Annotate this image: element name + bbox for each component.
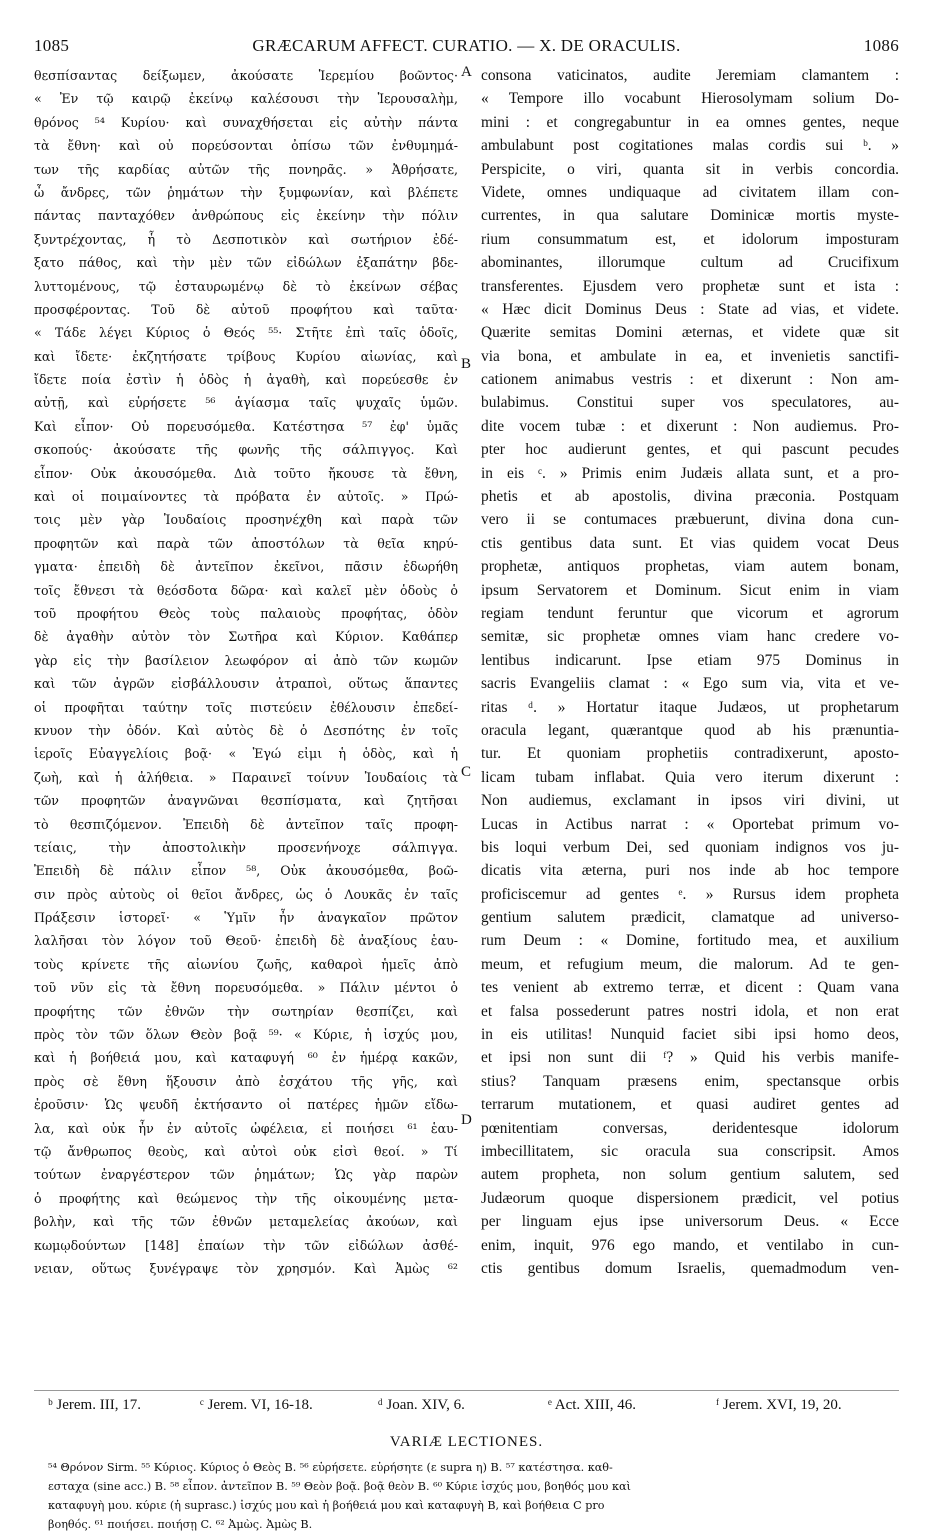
greek-text-line: πάντας πανταχόθεν ἀνθρώπους εἰς ἐκείνην τὴν πόλιν xyxy=(34,208,458,224)
variant-reading-line: ⁵⁴ Θρόνον Sirm. ⁵⁵ Κύριος. Κύριος ὁ Θεὸς B. ⁵⁶ εὑρήσετε. εὑρήσητε (ε supra η) B. ⁵⁷ κατέστησα. καθ- xyxy=(48,1461,613,1474)
greek-text-line: νειαν, οὕτως ξυνέγραψε τὸν χρησμόν. Καὶ Ἀμὼς ⁶² xyxy=(34,1260,458,1276)
greek-text-line: κνυον τὴν ὁδόν. Καὶ αὐτὸς δὲ ὁ Δεσπότης ἐν τοῖς xyxy=(34,722,458,738)
greek-text-line: τὸ θεσπιζόμενον. Ἐπειδὴ δὲ ἀντεῖπον ταῖς προφη- xyxy=(34,816,458,832)
greek-text-line: τῷ ἄνθρωπος θεοὺς, καὶ αὐτοὶ οὐκ εἰσὶ θεοί. » Τί xyxy=(34,1143,458,1159)
greek-text-line: γματα· ἐπειδὴ δὲ ἀντεῖπον ἐκεῖνοι, πᾶσιν ἐδωρήθη xyxy=(34,559,458,575)
margin-marker-b: B xyxy=(461,356,472,372)
latin-text-line: mini : et congregabuntur in ea omnes gentes, neque xyxy=(481,113,899,131)
variant-reading-line: εσταχα (sine acc.) B. ⁵⁸ εἶπον. ἀντεῖπον B. ⁵⁹ Θεὸν βοᾷ. βοᾷ θεὸν B. ⁶⁰ Κύριε ἰσχύς μου, βοηθός μου καὶ xyxy=(48,1480,631,1493)
latin-text-line: et falsa possederunt patres nostri idola, et non erat xyxy=(481,1002,899,1020)
latin-text-line: ctis gentibus data sunt. Et vias quidem vocat Deus xyxy=(481,534,899,552)
greek-text-column xyxy=(34,64,458,1280)
greek-text-line: πρὸς σὲ ἔθνη ἥξουσιν ἀπὸ ἐσχάτου τῆς γῆς, καὶ xyxy=(34,1073,458,1089)
greek-text-line: λυττομένους, τῷ ἐσταυρωμένῳ δὲ τὸ ἐκείνων σέβας xyxy=(34,278,458,294)
latin-text-line: pter hoc audierunt gentes, et qui pascunt pecudes xyxy=(481,441,899,459)
latin-text-line: ambulabunt post cogitationes malas cordis sui ᵇ. » xyxy=(481,137,899,155)
footnote-e: ᵉ Act. XIII, 46. xyxy=(548,1397,636,1413)
greek-text-line: τούτων ἐναργέστερον τῶν ῥημάτων; Ὡς γὰρ παρὼν xyxy=(34,1167,458,1183)
page-number-left: 1085 xyxy=(34,36,70,55)
footnote-b: ᵇ Jerem. III, 17. xyxy=(48,1397,141,1413)
greek-text-line: τοὺς κρίνετε τῆς αἰωνίου ζωῆς, καθαροὶ ἡμεῖς ἀπὸ xyxy=(34,956,458,972)
latin-text-line: sacris Evangeliis clamat : « Ego sum via, vita et ve- xyxy=(481,675,899,693)
latin-text-line: transferentes. Ejusdem vero prophetæ sunt et ista : xyxy=(481,277,899,295)
greek-text-line: δὲ ἀγαθὴν αὐτὸν τὸν Σωτῆρα καὶ Κύριον. Καθάπερ xyxy=(34,629,458,645)
greek-text-line: καὶ ἡ βοήθειά μου, καὶ καταφυγή ⁶⁰ ἐν ἡμέρᾳ κακῶν, xyxy=(34,1050,458,1066)
greek-text-line: Καὶ εἶπον· Οὐ πορευσόμεθα. Κατέστησα ⁵⁷ ἐφ' ὑμᾶς xyxy=(34,418,458,434)
greek-text-line: προφητῶν καὶ παρὰ τῶν ἀποστόλων τὰ θεῖα κηρύ- xyxy=(34,535,458,551)
footnotes xyxy=(48,1397,898,1421)
latin-text-column xyxy=(481,64,899,1280)
greek-text-line: τείαις, τὴν ἀποστολικὴν προσενήνοχε σάλπιγγα. xyxy=(34,839,458,855)
latin-text-line: cationem animabus vestris : et dixerunt : Non am- xyxy=(481,371,899,389)
footnote-divider xyxy=(34,1390,899,1391)
greek-text-line: ὦ ἄνδρες, τῶν ῥημάτων τὴν ξυμφωνίαν, καὶ βλέπετε xyxy=(34,184,458,200)
greek-text-line: ὁ προφήτης καὶ θεώμενος τὴν τῆς οἰκουμένης μετα- xyxy=(34,1190,458,1206)
greek-text-line: εἶπον· Οὐκ ἀκουσόμεθα. Διὰ τοῦτο ἤκουσε τὰ ἔθνη, xyxy=(34,465,458,481)
margin-marker-c: C xyxy=(461,764,472,780)
greek-text-line: βολὴν, καὶ τῆς τῶν ἐθνῶν μεταμελείας ἀκούων, καὶ xyxy=(34,1214,458,1230)
latin-text-line: vero ii se contumaces præbuerunt, divina dona cun- xyxy=(481,511,899,529)
page-header xyxy=(34,36,899,60)
greek-text-line: ἴδετε ποία ἐστὶν ἡ ὁδὸς ἡ ἀγαθὴ, καὶ πορεύεσθε ἐν xyxy=(34,372,458,388)
margin-marker-d: D xyxy=(461,1112,472,1128)
greek-text-line: τοις μὲν γὰρ Ἰουδαίοις προσηνέχθη καὶ παρὰ τῶν xyxy=(34,512,458,528)
greek-text-line: αὐτῇ, καὶ εὑρήσετε ⁵⁶ ἁγίασμα ταῖς ψυχαῖς ὑμῶν. xyxy=(34,395,458,411)
greek-text-line: τῶν προφητῶν ἀναγνῶναι θεσπίσματα, καὶ ζητῆσαι xyxy=(34,793,458,809)
greek-text-line: οἱ προφῆται ταύτην τοῖς πιστεύειν ἐθέλουσιν ἐπεδεί- xyxy=(34,699,458,715)
latin-text-line: via bona, et ambulate in ea, et invenietis sanctifi- xyxy=(481,347,899,365)
latin-text-line: rium consummatum est, et idolorum imposturam xyxy=(481,230,899,248)
greek-text-line: τοῖς ἔθνεσι τὰ θεόσδοτα δῶρα· καὶ καλεῖ μὲν ὁδοὺς ὁ xyxy=(34,582,458,598)
greek-text-line: τοῦ νῦν εἰς τὰ ἔθνη πορευσόμεθα. » Πάλιν μέντοι ὁ xyxy=(34,980,458,996)
latin-text-line: tes venient ab extremo terræ, et dicent : Quam vana xyxy=(481,979,899,997)
latin-text-line: Perspicite, o viri, quanta sit in verbis concordia. xyxy=(481,160,899,178)
latin-text-line: bulabimus. Constitui super vos speculatores, au- xyxy=(481,394,899,412)
greek-text-line: ἱεροῖς Εὐαγγελίοις βοᾷ· « Ἐγώ εἰμι ἡ ὁδὸς, καὶ ἡ xyxy=(34,746,458,762)
variant-readings xyxy=(48,1458,900,1534)
variant-reading-line: καταφυγὴ μου. κύριε (ἡ suprasc.) ἰσχύς μου καὶ ἡ βοήθειά μου καὶ καταφυγὴ B, καὶ βοήθεια C pro xyxy=(48,1499,605,1512)
latin-text-line: tur. Et quoniam prophetiis contradixerunt, aposto- xyxy=(481,745,899,763)
latin-text-line: « Hæc dicit Dominus Deus : State ad vias, et videte. xyxy=(481,300,899,318)
latin-text-line: licam tubam inflabat. Quia vero iterum dixerunt : xyxy=(481,768,899,786)
greek-text-line: ζωὴ, καὶ ἡ ἀλήθεια. » Παραινεῖ τοίνυν Ἰουδαίοις τὰ xyxy=(34,769,458,785)
latin-text-line: prophetæ, antiquos prophetas, viam autem bonam, xyxy=(481,558,899,576)
latin-text-line: per linguam ejus ipse universorum Deus. « Ecce xyxy=(481,1213,899,1231)
greek-text-line: Ἐπειδὴ δὲ πάλιν εἶπον ⁵⁸, Οὐκ ἀκουσόμεθα, βοῶ- xyxy=(34,863,458,879)
footnote-d: ᵈ Joan. XIV, 6. xyxy=(378,1397,465,1413)
greek-text-line: « Ἐν τῷ καιρῷ ἐκείνῳ καλέσουσι τὴν Ἱερουσαλὴμ, xyxy=(34,91,458,107)
variant-readings-title: VARIÆ LECTIONES. xyxy=(389,1434,544,1450)
latin-text-line: dicatis vita æterna, puri nos inde ab hoc tempore xyxy=(481,862,899,880)
greek-text-line: των τῆς καρδίας αὐτῶν τῆς πονηρᾶς. » Ἀθρήσατε, xyxy=(34,161,458,177)
greek-text-line: γὰρ εἰς τὴν βασίλειον λεωφόρον αἱ ἀπὸ τῶν κωμῶν xyxy=(34,652,458,668)
latin-text-line: in eis utilitas! Nunquid faciet sibi ipsi homo deos, xyxy=(481,1026,899,1044)
latin-text-line: autem propheta, non solum gentium salutem, sed xyxy=(481,1166,899,1184)
footnote-c: ᶜ Jerem. VI, 16-18. xyxy=(200,1397,313,1413)
greek-text-line: κωμῳδούντων [148] ἐπαίων τὴν τῶν εἰδώλων ἀσθέ- xyxy=(34,1237,458,1253)
greek-text-line: Πράξεσιν ἱστορεῖ· « Ὑμῖν ἦν ἀναγκαῖον πρῶτον xyxy=(34,910,458,926)
greek-text-line: καὶ τῶν ἀγρῶν εἰσβάλλουσιν ἀτραποὶ, οὕτως ἅπαντες xyxy=(34,676,458,692)
greek-text-line: τὰ ἔθνη· καὶ οὐ πορεύσονται ὀπίσω τῶν ἐνθυμημά- xyxy=(34,138,458,154)
greek-text-line: σκοπούς· ἀκούσατε τῆς φωνῆς τῆς σάλπιγγος. Καὶ xyxy=(34,442,458,458)
latin-text-line: pœnitentiam conversas, deridentesque idolorum xyxy=(481,1119,899,1137)
footnote-f: ᶠ Jerem. XVI, 19, 20. xyxy=(716,1397,842,1413)
latin-text-line: « Tempore illo vocabunt Hierosolymam solium Do- xyxy=(481,90,899,108)
latin-text-line: et ipsi non sunt dii ᶠ? » Quid his verbis manife- xyxy=(481,1049,899,1067)
latin-text-line: Non audiemus, exclamant in ipsos viri divini, ut xyxy=(481,792,899,810)
greek-text-line: ξατο πάθος, καὶ τὴν μὲν τῶν εἰδώλων ἐξαπάτην βδε- xyxy=(34,255,458,271)
latin-text-line: oracula legant, quærantque quod ab his prænuntia- xyxy=(481,721,899,739)
greek-text-line: πρὸς τὸν τῶν ὅλων Θεὸν βοᾷ ⁵⁹· « Κύριε, ἡ ἰσχύς μου, xyxy=(34,1027,458,1043)
latin-text-line: terrarum mutationem, et quasi audiret gentes ad xyxy=(481,1096,899,1114)
greek-text-line: προφήτης τῶν ἐθνῶν τὴν σωτηρίαν θεσπίζει, καὶ xyxy=(34,1003,458,1019)
latin-text-line: regiam tendunt feruntur que vicorum et agrorum xyxy=(481,604,899,622)
latin-text-line: Lucas in Actibus narrat : « Oportebat primum vo- xyxy=(481,815,899,833)
latin-text-line: gentium salutem prædicit, clamatque ad universo- xyxy=(481,909,899,927)
greek-text-line: καὶ ἴδετε· ἐκζητήσατε τρίβους Κυρίου αἰωνίας, καὶ xyxy=(34,348,458,364)
latin-text-line: currentes, in qua salutare Dominicæ mortis myste- xyxy=(481,207,899,225)
greek-text-line: ξυντρέχοντας, ἧ τὸ Δεσποτικὸν καὶ σωτήριον ἐδέ- xyxy=(34,231,458,247)
greek-text-line: λαλῆσαι τὸν λόγον τοῦ Θεοῦ· ἐπειδὴ δὲ ἀναξίους ἑαυ- xyxy=(34,933,458,949)
latin-text-line: in eis ᶜ. » Primis enim Judæis allata sunt, et a pro- xyxy=(481,464,899,482)
latin-text-line: stius? Tanquam præsens enim, spectansque orbis xyxy=(481,1072,899,1090)
latin-text-line: meum, et refugium meum, die malorum. Ad te gen- xyxy=(481,955,899,973)
greek-text-line: ἐροῦσιν· Ὡς ψευδῆ ἐκτήσαντο οἱ πατέρες ἡμῶν εἴδω- xyxy=(34,1097,458,1113)
latin-text-line: ipsum Servatorem et Dominum. Sicut enim in viam xyxy=(481,581,899,599)
latin-text-line: semitæ, sic prophetæ omnes viam hanc credere vo- xyxy=(481,628,899,646)
latin-text-line: ritas ᵈ. » Hortatur itaque Judæos, ut prophetarum xyxy=(481,698,899,716)
greek-text-line: σιν πρὸς αὐτοὺς οἱ θεῖοι ἄνδρες, ὡς ὁ Λουκᾶς ἐν ταῖς xyxy=(34,886,458,902)
latin-text-line: lentibus indicarunt. Ipse etiam 975 Dominus in xyxy=(481,651,899,669)
latin-text-line: Judæorum quoque dispersionem prædicit, vel potius xyxy=(481,1189,899,1207)
latin-text-line: Videte, omnes undiquaque ad civitatem illam con- xyxy=(481,183,899,201)
latin-text-line: ctis gentibus domum Israelis, quemadmodum ven- xyxy=(481,1259,899,1277)
latin-text-line: enim, inquit, 976 ego mando, et ventilabo in cun- xyxy=(481,1236,899,1254)
latin-text-line: phetis et ab apostolis, divina præconia. Postquam xyxy=(481,488,899,506)
greek-text-line: θεσπίσαντας δείξωμεν, ἀκούσατε Ἱερεμίου βοῶντος· xyxy=(34,68,458,83)
variant-reading-line: βοηθός. ⁶¹ ποιήσει. ποιήσῃ C. ⁶² Ἀμὼς. Ἀμὼς B. xyxy=(48,1518,313,1531)
latin-text-line: Quærite semitas Domini æternas, et videte quæ sit xyxy=(481,324,899,342)
margin-marker-a: A xyxy=(461,64,472,80)
greek-text-line: λα, καὶ οὐκ ἦν ἐν αὐτοῖς ὠφέλεια, εἰ ποιήσει ⁶¹ ἑαυ- xyxy=(34,1120,458,1136)
greek-text-line: θρόνος ⁵⁴ Κυρίου· καὶ συναχθήσεται εἰς αὐτὴν πάντα xyxy=(34,114,458,130)
latin-text-line: imbecillitatem, sic oracula sua conscripsit. Amos xyxy=(481,1142,899,1160)
latin-text-line: abominantes, illorumque cultum ad Crucifixum xyxy=(481,254,899,272)
latin-text-line: consona vaticinatos, audite Jeremiam clamantem : xyxy=(481,67,899,84)
latin-text-line: rum Deum : « Domine, fortitudo mea, et auxilium xyxy=(481,932,899,950)
greek-text-line: τοῦ προφήτου Θεὸς τοὺς παλαιοὺς προφήτας, ὁδὸν xyxy=(34,605,458,621)
page-number-right: 1086 xyxy=(863,36,899,55)
greek-text-line: « Τάδε λέγει Κύριος ὁ Θεός ⁵⁵· Στῆτε ἐπὶ ταῖς ὁδοῖς, xyxy=(34,325,458,341)
latin-text-line: dite vocem tubæ : et dixerunt : Non audiemus. Pro- xyxy=(481,417,899,435)
greek-text-line: προσφέροντας. Τοῦ δὲ αὐτοῦ προφήτου καὶ ταῦτα· xyxy=(34,301,458,317)
latin-text-line: proficiscemur ad gentes ᵉ. » Rursus idem propheta xyxy=(481,885,899,903)
greek-text-line: καὶ οἱ ποιμαίνοντες τὰ πρόβατα ἐν αὐτοῖς. » Πρώ- xyxy=(34,489,458,505)
latin-text-line: bis loqui verbum Dei, sed quoniam indignos vos ju- xyxy=(481,838,899,856)
running-title: GRÆCARUM AFFECT. CURATIO. — X. DE ORACULIS. xyxy=(252,36,681,55)
